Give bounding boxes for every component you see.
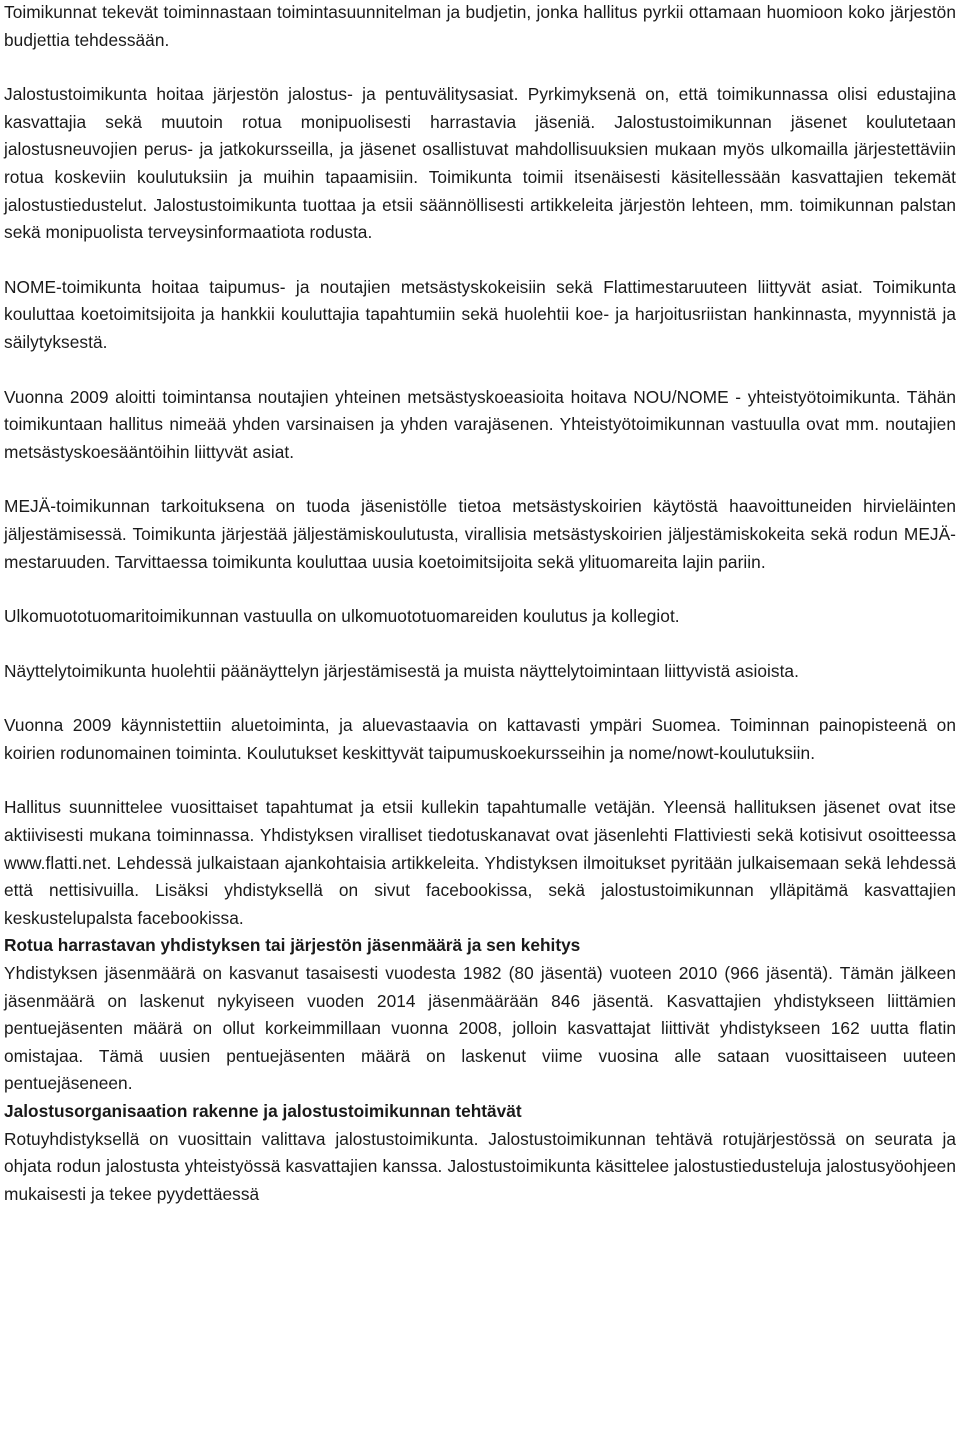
paragraph-organisation: Rotuyhdistyksellä on vuosittain valittava jalostustoimikunta. Jalostustoimikunnan tehtävä rotujärjestössä on seurata ja ohjata rodun jalostusta yhteistyössä kasvattajien kanssa. Jalostustoimikunta käsittelee jalostustiedusteluja jalostusyöohjeen mukaisesti ja tekee pyydettäessä bbox=[4, 1128, 956, 1204]
paragraph-board-events: Hallitus suunnittelee vuosittaiset tapahtumat ja etsii kullekin tapahtumalle vetäjän. Yleensä hallituksen jäsenet ovat itse aktiivisesti mukana toiminnassa. Yhdistyksen viralliset tiedotuskanavat ovat jäsenlehti Flattiviesti sekä kotisivut osoitteessa www.flatti.net. Lehdessä julkaistaan ajankohtaisia artikkeleita. Yhdistyksen ilmoitukset pyritään julkaisemaan sekä lehdessä että nettisivuilla. Lisäksi yhdistyksellä on sivut facebookissa, sekä jalostustoimikunnan ylläpitämä kasvattajien keskustelupalsta facebookissa. bbox=[4, 797, 956, 928]
paragraph-nome-committee: NOME-toimikunta hoitaa taipumus- ja noutajien metsästyskokeisiin sekä Flattimestaruuteen liittyvät asiat. Toimikunta kouluttaa koetoimitsijoita ja hankkii kouluttajia tapahtumiin sekä huolehtii koe- ja harjoitusriistan hankinnasta, myynnistä ja säilytyksestä. bbox=[4, 276, 956, 352]
paragraph-judges-committee: Ulkomuototuomaritoimikunnan vastuulla on ulkomuototuomareiden koulutus ja kollegiot. bbox=[4, 606, 680, 627]
paragraph-breeding-committee: Jalostustoimikunta hoitaa järjestön jalostus- ja pentuvälitysasiat. Pyrkimyksenä on, että toimikunnassa olisi edustajina kasvattajia sekä muutoin rotua monipuolisesti harrastavia jäseniä. Jalostustoimikunnan jäsenet koulutetaan jalostusneuvojien perus- ja jatkokursseilla, ja jäsenet osallistuvat mahdollisuuksien mukaan myös ulkomailla järjestettäviin rotua koskeviin koulutuksiin ja muihin tapaamisiin. Toimikunta toimii itsenäisesti käsitellessään kasvattajien tekemät jalostustiedustelut. Jalostustoimikunta tuottaa ja etsii säännöllisesti artikkeleita järjestön lehteen, mm. toimikunnan palstan sekä monipuolista terveysinformaatiota rodusta. bbox=[4, 84, 956, 243]
paragraph-budget: Toimikunnat tekevät toiminnastaan toimintasuunnitelman ja budjetin, jonka hallitus pyrkii ottamaan huomioon koko järjestön budjettia tehdessään. bbox=[4, 2, 956, 50]
paragraph-regional-activity: Vuonna 2009 käynnistettiin aluetoiminta, ja aluevastaavia on kattavasti ympäri Suomea. Toiminnan painopisteenä on koirien rodunomainen toiminta. Koulutukset keskittyvät taipumuskoekursseihin ja nome/nowt-koulutuksiin. bbox=[4, 715, 956, 763]
section-heading-organisation: Jalostusorganisaation rakenne ja jalostustoimikunnan tehtävät bbox=[4, 1101, 522, 1121]
paragraph-nou-nome-committee: Vuonna 2009 aloitti toimintansa noutajien yhteinen metsästyskoeasioita hoitava NOU/NOME - yhteistyötoimikunta. Tähän toimikuntaan hallitus nimeää yhden varsinaisen ja yhden varajäsenen. Yhteistyötoimikunnan vastuulla ovat mm. noutajien metsästyskoesääntöihin liittyvät asiat. bbox=[4, 386, 956, 462]
paragraph-meja-committee: MEJÄ-toimikunnan tarkoituksena on tuoda jäsenistölle tietoa metsästyskoirien käytöstä haavoittuneiden hirvieläinten jäljestämisessä. Toimikunta järjestää jäljestämiskoulutusta, virallisia metsästyskoirien jäljestämiskokeita sekä rodun MEJÄ-mestaruuden. Tarvittaessa toimikunta kouluttaa uusia koetoimitsijoita sekä ylituomareita lajin pariin. bbox=[4, 496, 956, 572]
paragraph-membership: Yhdistyksen jäsenmäärä on kasvanut tasaisesti vuodesta 1982 (80 jäsentä) vuoteen 2010 (966 jäsentä). Tämän jälkeen jäsenmäärä on laskenut nykyiseen vuoden 2014 jäsenmäärään 846 jäsentä. Kasvattajien yhdistykseen liittämien pentuejäsenten määrä on ollut korkeimmillaan vuonna 2008, jolloin kasvattajat liittivät yhdistykseen 162 uutta flatin omistajaa. Tämä uusien pentuejäsenten määrä on laskenut viime vuosina alle sataan vuosittaiseen uuteen pentuejäseneen. bbox=[4, 963, 956, 1094]
paragraph-show-committee: Näyttelytoimikunta huolehtii päänäyttelyn järjestämisestä ja muista näyttelytoimintaan liittyvistä asioista. bbox=[4, 660, 799, 681]
section-heading-membership: Rotua harrastavan yhdistyksen tai järjestön jäsenmäärä ja sen kehitys bbox=[4, 935, 581, 956]
